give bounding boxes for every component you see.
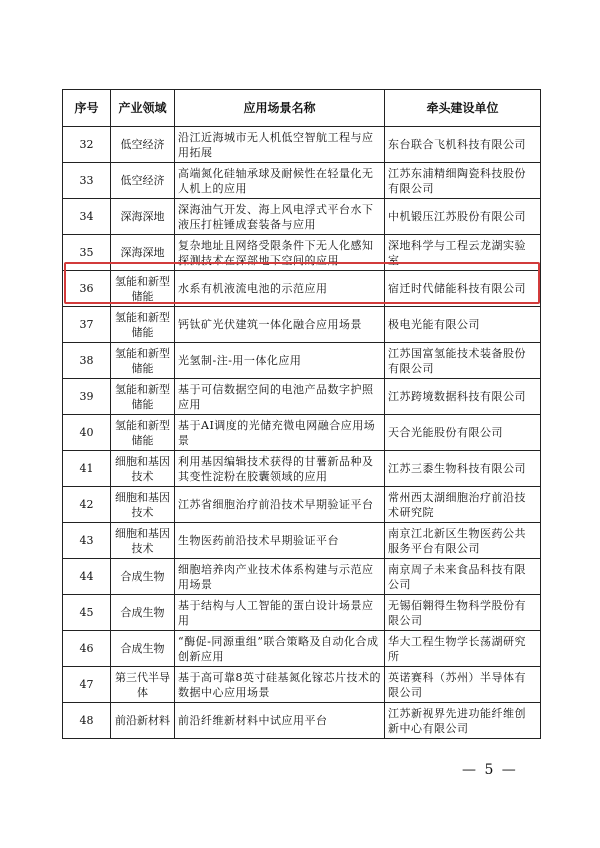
scenario-table [62, 89, 541, 739]
row-industry: 氢能和新型储能 [111, 379, 175, 415]
row-industry: 第三代半导体 [111, 667, 175, 703]
row-unit: 江苏新视界先进功能纤维创新中心有限公司 [385, 703, 541, 739]
header-unit: 牵头建设单位 [385, 90, 541, 127]
header-scenario: 应用场景名称 [175, 90, 385, 127]
row-scenario: 基于高可靠8英寸硅基氮化镓芯片技术的数据中心应用场景 [175, 667, 385, 703]
table-row [63, 451, 541, 487]
row-serial: 43 [63, 523, 111, 559]
row-serial: 41 [63, 451, 111, 487]
row-industry: 合成生物 [111, 595, 175, 631]
table-row [63, 487, 541, 523]
table-row [63, 559, 541, 595]
row-industry: 细胞和基因技术 [111, 487, 175, 523]
table-row [63, 127, 541, 163]
row-industry: 氢能和新型储能 [111, 415, 175, 451]
row-serial: 45 [63, 595, 111, 631]
row-scenario: 细胞培养肉产业技术体系构建与示范应用场景 [175, 559, 385, 595]
row-unit: 东台联合飞机科技有限公司 [385, 127, 541, 163]
header-serial: 序号 [63, 90, 111, 127]
row-unit: 南京江北新区生物医药公共服务平台有限公司 [385, 523, 541, 559]
row-unit: 极电光能有限公司 [385, 307, 541, 343]
row-serial: 47 [63, 667, 111, 703]
row-scenario: “酶促-同源重组”联合策略及自动化合成创新应用 [175, 631, 385, 667]
row-serial: 39 [63, 379, 111, 415]
row-unit: 宿迁时代储能科技有限公司 [385, 271, 541, 307]
row-industry: 氢能和新型储能 [111, 307, 175, 343]
row-industry: 氢能和新型储能 [111, 343, 175, 379]
table-row [63, 631, 541, 667]
table-row [63, 415, 541, 451]
row-serial: 46 [63, 631, 111, 667]
row-scenario: 深海油气开发、海上风电浮式平台水下液压打桩锤成套装备与应用 [175, 199, 385, 235]
row-industry: 深海深地 [111, 235, 175, 271]
table-row [63, 595, 541, 631]
row-unit: 江苏三黍生物科技有限公司 [385, 451, 541, 487]
row-serial: 44 [63, 559, 111, 595]
row-industry: 细胞和基因技术 [111, 523, 175, 559]
row-scenario: 水系有机液流电池的示范应用 [175, 271, 385, 307]
row-serial: 32 [63, 127, 111, 163]
row-industry: 前沿新材料 [111, 703, 175, 739]
row-unit: 天合光能股份有限公司 [385, 415, 541, 451]
row-scenario: 高端氮化硅轴承球及耐候性在轻量化无人机上的应用 [175, 163, 385, 199]
row-scenario: 生物医药前沿技术早期验证平台 [175, 523, 385, 559]
row-unit: 中机锻压江苏股份有限公司 [385, 199, 541, 235]
row-serial: 38 [63, 343, 111, 379]
row-serial: 34 [63, 199, 111, 235]
row-serial: 36 [63, 271, 111, 307]
row-serial: 37 [63, 307, 111, 343]
row-unit: 无锡佰翱得生物科学股份有限公司 [385, 595, 541, 631]
row-unit: 江苏东浦精细陶瓷科技股份有限公司 [385, 163, 541, 199]
row-scenario: 沿江近海城市无人机低空智航工程与应用拓展 [175, 127, 385, 163]
row-serial: 48 [63, 703, 111, 739]
row-industry: 低空经济 [111, 127, 175, 163]
row-unit: 常州西太湖细胞治疗前沿技术研究院 [385, 487, 541, 523]
row-scenario: 基于结构与人工智能的蛋白设计场景应用 [175, 595, 385, 631]
row-unit: 英诺赛科（苏州）半导体有限公司 [385, 667, 541, 703]
row-scenario: 光氢制-注-用一体化应用 [175, 343, 385, 379]
row-industry: 细胞和基因技术 [111, 451, 175, 487]
row-unit: 江苏国富氢能技术装备股份有限公司 [385, 343, 541, 379]
row-unit: 华大工程生物学长荡湖研究所 [385, 631, 541, 667]
row-industry: 氢能和新型储能 [111, 271, 175, 307]
row-scenario: 钙钛矿光伏建筑一体化融合应用场景 [175, 307, 385, 343]
table-row [63, 523, 541, 559]
table-row [63, 271, 541, 307]
table-row [63, 667, 541, 703]
table-body [63, 127, 541, 739]
table-row [63, 703, 541, 739]
row-scenario: 复杂地址且网络受限条件下无人化感知探测技术在深部地下空间的应用 [175, 235, 385, 271]
page-number: — 5 — [462, 762, 518, 778]
table-row [63, 307, 541, 343]
row-unit: 南京周子未来食品科技有限公司 [385, 559, 541, 595]
row-scenario: 前沿纤维新材料中试应用平台 [175, 703, 385, 739]
table-row [63, 379, 541, 415]
row-scenario: 江苏省细胞治疗前沿技术早期验证平台 [175, 487, 385, 523]
table-row [63, 163, 541, 199]
table-row [63, 235, 541, 271]
row-scenario: 基于AI调度的光储充微电网融合应用场景 [175, 415, 385, 451]
row-serial: 35 [63, 235, 111, 271]
row-scenario: 利用基因编辑技术获得的甘薯新品种及其变性淀粉在胶囊领域的应用 [175, 451, 385, 487]
row-unit: 深地科学与工程云龙湖实验室 [385, 235, 541, 271]
table-row [63, 343, 541, 379]
table-header-row [63, 90, 541, 127]
row-industry: 深海深地 [111, 199, 175, 235]
row-serial: 33 [63, 163, 111, 199]
row-unit: 江苏跨境数据科技有限公司 [385, 379, 541, 415]
table-row [63, 199, 541, 235]
row-serial: 42 [63, 487, 111, 523]
row-industry: 低空经济 [111, 163, 175, 199]
header-industry: 产业领域 [111, 90, 175, 127]
row-scenario: 基于可信数据空间的电池产品数字护照应用 [175, 379, 385, 415]
row-serial: 40 [63, 415, 111, 451]
row-industry: 合成生物 [111, 631, 175, 667]
row-industry: 合成生物 [111, 559, 175, 595]
